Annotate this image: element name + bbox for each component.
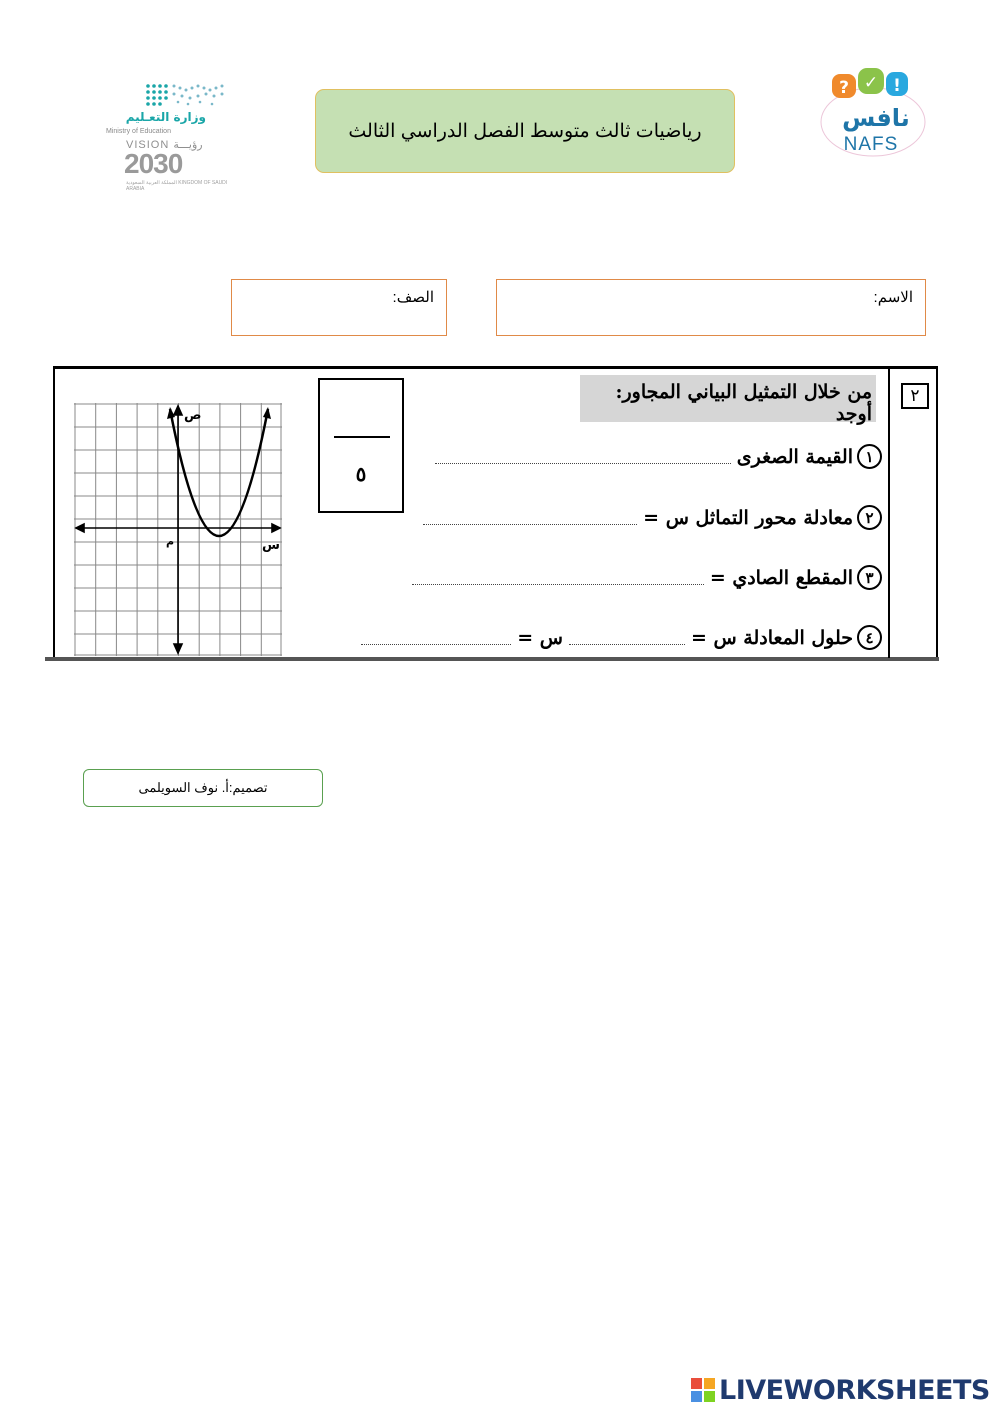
question-item-2 (417, 505, 882, 530)
curve-arrow-left (167, 407, 175, 419)
designer-credit (83, 769, 323, 807)
moe-english-name: Ministry of Education (106, 128, 171, 135)
nafs-symbol-exclamation: ! (893, 76, 901, 96)
item-number-3: ٣ (857, 565, 882, 590)
answer-blank-2[interactable] (423, 511, 637, 525)
designer-text: تصميم:أ. نوف السويلمى (138, 780, 268, 795)
curve-arrow-right (263, 407, 271, 419)
nafs-logo (818, 62, 928, 162)
class-label: الصف: (392, 289, 434, 306)
answer-blank-4b[interactable] (361, 631, 511, 645)
moe-dots-icon (144, 82, 226, 106)
origin-label: م (166, 535, 175, 548)
liveworksheets-icon (690, 1377, 716, 1403)
kingdom-label: المملكة العربية السعودية KINGDOM OF SAUDI ARABIA (126, 180, 228, 192)
liveworksheets-footer[interactable] (690, 1372, 990, 1408)
nafs-symbol-question: ? (839, 78, 849, 98)
item-number-1: ١ (857, 444, 882, 469)
score-line (334, 436, 390, 438)
item-text-1: القيمة الصغرى (736, 445, 853, 468)
question-number: ٢ (901, 383, 929, 409)
question-item-1 (429, 444, 882, 469)
nafs-symbol-check: ✓ (863, 73, 879, 93)
question-frame-bottom (45, 657, 939, 661)
item-text-2: معادلة محور التماثل س = (643, 506, 853, 529)
item-number-2: ٢ (857, 505, 882, 530)
nafs-english: NAFS (843, 134, 899, 155)
x-axis-label: س (262, 538, 280, 553)
parabola-graph (74, 403, 282, 656)
title-box (315, 89, 735, 173)
score-box (318, 378, 404, 513)
answer-blank-1[interactable] (435, 450, 731, 464)
question-item-4 (355, 625, 882, 650)
answer-blank-4a[interactable] (569, 631, 685, 645)
question-number-divider (888, 368, 890, 658)
liveworksheets-brand: LIVEWORKSHEETS (719, 1374, 990, 1406)
vision-year: 2030 (124, 148, 183, 179)
item-text-4b: س = (517, 626, 563, 649)
ministry-logo (100, 80, 230, 195)
item-text-3: المقطع الصادي = (709, 566, 853, 589)
answer-blank-3[interactable] (412, 571, 704, 585)
page-title: رياضيات ثالث متوسط الفصل الدراسي الثالث (348, 120, 702, 142)
y-axis-label: ص (184, 408, 202, 423)
vision-label: VISION رؤيـــة (126, 139, 203, 151)
nafs-arabic: نافس (842, 104, 910, 132)
item-number-4: ٤ (857, 625, 882, 650)
moe-arabic-name: وزارة التعـليم (125, 110, 206, 124)
question-header: من خلال التمثيل البياني المجاور: أوجد (580, 375, 876, 422)
score-total: ٥ (355, 462, 367, 486)
name-field[interactable] (496, 279, 926, 336)
name-label: الاسم: (873, 289, 913, 306)
item-text-4: حلول المعادلة س = (690, 626, 853, 649)
question-item-3 (406, 565, 882, 590)
class-field[interactable] (231, 279, 447, 336)
